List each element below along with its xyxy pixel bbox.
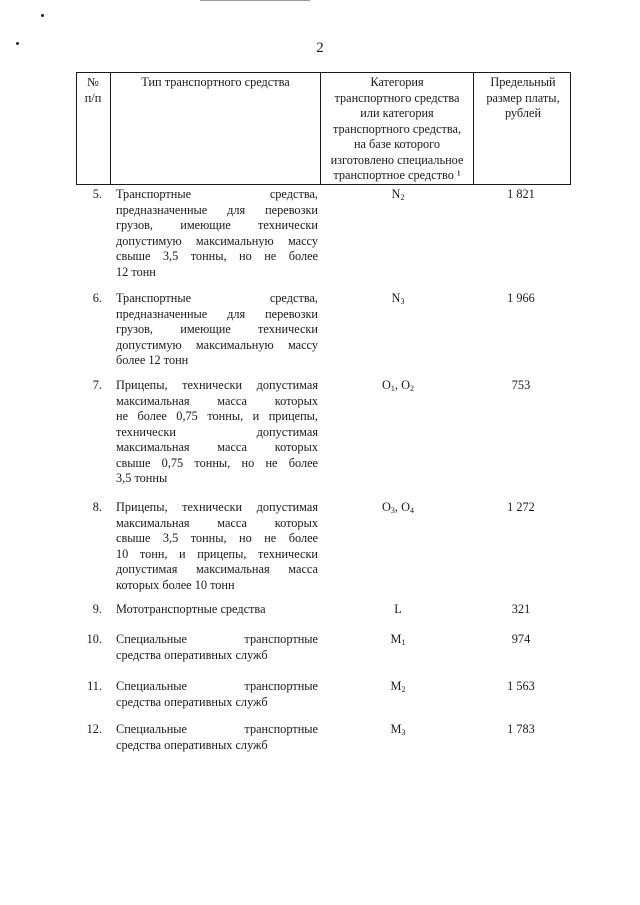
- category-letter: O: [401, 378, 410, 392]
- header-category-line: транспортного средства: [334, 90, 460, 105]
- scan-top-line: [200, 0, 310, 1]
- header-type: Тип транспортного средства: [110, 73, 320, 184]
- category-index: 2: [409, 384, 414, 393]
- row-category: [322, 187, 474, 206]
- vehicle-type-line: технически допустимая: [116, 424, 318, 439]
- table-header: [76, 72, 571, 185]
- header-price-line: Предельный: [490, 75, 556, 89]
- row-number: 10.: [86, 632, 102, 646]
- vehicle-type-line: допустимую максимальную массу: [116, 337, 318, 352]
- vehicle-type-line: максимальная масса которых: [116, 393, 318, 408]
- header-category: [320, 73, 473, 184]
- vehicle-type-line: 10 тонн, и прицепы, технически: [116, 546, 318, 561]
- row-price: 1 966: [507, 291, 535, 305]
- row-category: [322, 291, 474, 310]
- header-category-line: на базе которого: [353, 137, 441, 151]
- category-index: 2: [401, 685, 406, 694]
- category-index: 1: [401, 638, 406, 647]
- row-category: [322, 679, 474, 698]
- vehicle-type-line: Специальные транспортные: [116, 632, 318, 646]
- category-index: 4: [409, 506, 414, 515]
- row-price: 1 783: [507, 722, 535, 736]
- row-category: [322, 602, 474, 618]
- vehicle-type-line: Прицепы, технически допустимая: [116, 378, 318, 392]
- row-number: 12.: [86, 722, 102, 736]
- row-vehicle-type: [116, 291, 318, 369]
- header-category-line: Категория: [370, 75, 424, 89]
- header-category-line: транспортное средство ¹: [333, 168, 461, 182]
- category-letter: L: [394, 602, 402, 616]
- vehicle-type-line: свыше 3,5 тонны, но не более: [116, 531, 318, 545]
- vehicle-type-line: максимальная масса которых: [116, 440, 318, 454]
- vehicle-type-line: Специальные транспортные: [116, 679, 318, 693]
- vehicle-type-line: предназначенные для перевозки: [116, 306, 318, 321]
- vehicle-type-line: Мототранспортные средства: [116, 602, 266, 616]
- vehicle-type-line: грузов, имеющие технически: [116, 218, 318, 232]
- row-vehicle-type: [116, 378, 318, 487]
- row-vehicle-type: [116, 602, 318, 618]
- vehicle-type-line: которых более 10 тонн: [116, 577, 235, 592]
- vehicle-type-line: допустимую максимальную массу: [116, 233, 318, 248]
- row-price: 1 563: [507, 679, 535, 693]
- vehicle-type-line: 12 тонн: [116, 264, 156, 279]
- row-vehicle-type: [116, 722, 318, 753]
- category-separator: ,: [394, 500, 402, 514]
- category-letter: O: [382, 500, 391, 514]
- table-row: [76, 291, 571, 378]
- table-row: [76, 632, 571, 679]
- header-number-line: п/п: [84, 90, 102, 105]
- category-index: 2: [400, 193, 405, 202]
- vehicle-type-line: средства оперативных служб: [116, 694, 268, 709]
- row-price: 321: [511, 602, 531, 616]
- row-number: 9.: [92, 602, 102, 616]
- category-index: 3: [390, 506, 395, 515]
- vehicle-type-line: Специальные транспортные: [116, 722, 318, 736]
- row-category: [322, 722, 474, 741]
- category-letter: N: [391, 291, 401, 305]
- category-index: 1: [390, 384, 395, 393]
- table-row: [76, 722, 571, 762]
- vehicle-type-line: свыше 0,75 тонны, но не более: [116, 455, 318, 470]
- scan-speck: [41, 14, 44, 17]
- vehicle-type-line: Прицепы, технически допустимая: [116, 500, 318, 514]
- vehicle-type-line: средства оперативных служб: [116, 647, 268, 662]
- vehicle-type-line: Транспортные средства,: [116, 291, 318, 305]
- row-price: 1 821: [507, 187, 535, 201]
- category-index: 3: [400, 297, 405, 306]
- row-category: [322, 632, 474, 651]
- row-number: 5.: [92, 187, 102, 201]
- row-number: 7.: [92, 378, 102, 392]
- header-number: [77, 73, 109, 184]
- category-letter: O: [382, 378, 391, 392]
- table-row: [76, 500, 571, 602]
- row-price: 974: [511, 632, 531, 646]
- header-price: [473, 73, 572, 184]
- header-category-line: транспортного средства,: [332, 121, 462, 136]
- row-number: 11.: [87, 679, 102, 693]
- vehicle-type-line: средства оперативных служб: [116, 737, 268, 752]
- row-vehicle-type: [116, 679, 318, 710]
- row-vehicle-type: [116, 500, 318, 593]
- row-vehicle-type: [116, 187, 318, 280]
- table-row: [76, 679, 571, 722]
- page-number: 2: [316, 40, 324, 56]
- header-number-line: №: [87, 75, 99, 89]
- header-price-line: рублей: [504, 106, 542, 120]
- fee-table: [76, 72, 571, 752]
- category-index: 3: [401, 728, 406, 737]
- row-price: 1 272: [507, 500, 535, 514]
- row-category: [322, 500, 474, 519]
- vehicle-type-line: не более 0,75 тонны, и прицепы,: [116, 409, 318, 423]
- vehicle-type-line: свыше 3,5 тонны, но не более: [116, 249, 318, 263]
- category-letter: N: [391, 187, 401, 201]
- table-row: [76, 602, 571, 632]
- vehicle-type-line: максимальная масса которых: [116, 515, 318, 530]
- category-letter: O: [401, 500, 410, 514]
- category-separator: ,: [394, 378, 402, 392]
- category-letter: M: [390, 679, 402, 693]
- row-vehicle-type: [116, 632, 318, 663]
- header-category-line: изготовлено специальное: [330, 152, 464, 167]
- header-category-line: или категория: [360, 106, 434, 120]
- vehicle-type-line: более 12 тонн: [116, 353, 189, 367]
- vehicle-type-line: допустимая максимальная масса: [116, 562, 318, 576]
- category-letter: M: [390, 722, 402, 736]
- row-category: [322, 378, 474, 397]
- row-price: 753: [511, 378, 531, 392]
- vehicle-type-line: Транспортные средства,: [116, 187, 318, 201]
- category-letter: M: [390, 632, 402, 646]
- header-price-line: размер платы,: [486, 90, 560, 105]
- vehicle-type-line: 3,5 тонны: [116, 471, 168, 485]
- table-row: [76, 187, 571, 291]
- row-number: 6.: [92, 291, 102, 305]
- vehicle-type-line: предназначенные для перевозки: [116, 202, 318, 217]
- table-row: [76, 378, 571, 500]
- vehicle-type-line: грузов, имеющие технически: [116, 322, 318, 336]
- row-number: 8.: [92, 500, 102, 514]
